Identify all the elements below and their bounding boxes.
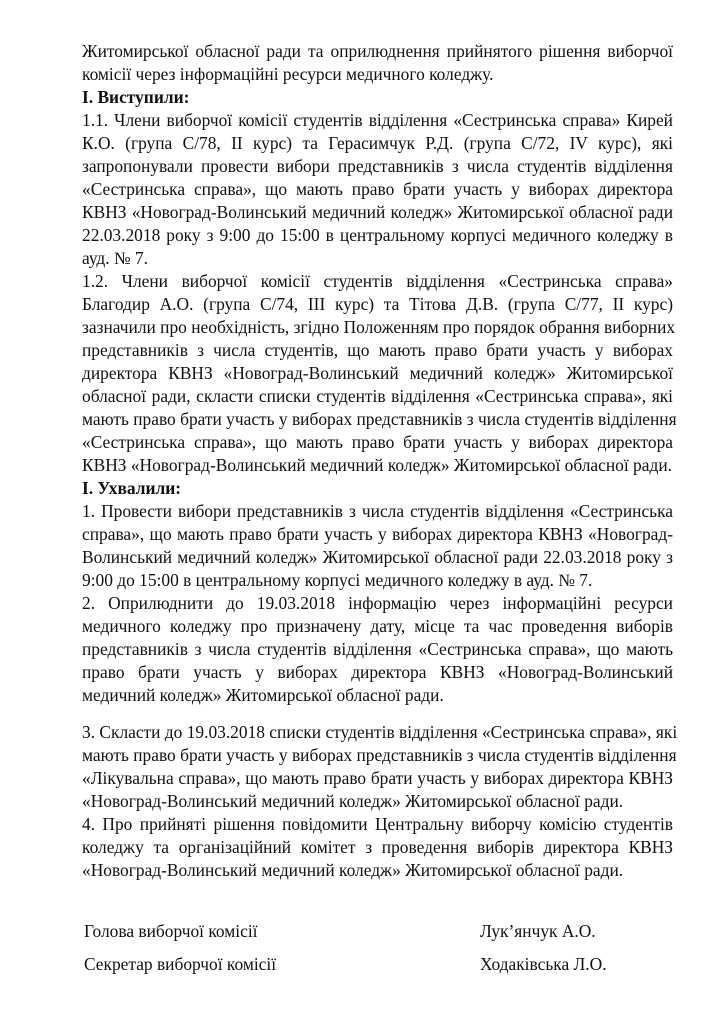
text-line: директора КВНЗ «Новоград-Волинський медичний коледж» Житомирської	[82, 363, 673, 383]
signature-row-secretary	[84, 953, 675, 976]
text-line: мають право брати участь у виборах представників з числа студентів відділення	[82, 409, 677, 429]
chair-name: Лук’янчук А.О.	[480, 921, 596, 941]
text-line: мають право брати участь у виборах представників з числа студентів відділення	[82, 745, 677, 765]
secretary-role: Секретар виборчої комісії	[84, 954, 277, 974]
text-line: 9:00 до 15:00 в центральному корпусі медичного коледжу в ауд. № 7.	[82, 570, 593, 590]
text-line: медичний коледж» Житомирської обласної ради.	[82, 685, 444, 705]
decision-3	[82, 721, 678, 813]
text-line: 1. Провести вибори представників з числа студентів відділення «Сестринська	[82, 501, 673, 521]
text-line: коледжу та організаційний комітет з проведення виборів директора КВНЗ	[82, 837, 673, 857]
text-line: «Новоград-Волинський медичний коледж» Житомирської обласної ради.	[82, 791, 624, 811]
section-heading-speeches: І. Виступили:	[82, 87, 190, 107]
text-line: право брати участь у виборах директора КВНЗ «Новоград-Волинський	[82, 662, 673, 682]
text-line: КВНЗ «Новоград-Волинський медичний коледж» Житомирської обласної ради	[82, 202, 673, 222]
text-line: 1.2. Члени виборчої комісії студентів відділення «Сестринська справа»	[82, 271, 673, 291]
secretary-name: Ходаківська Л.О.	[480, 954, 607, 974]
paragraph-1-1	[82, 109, 673, 270]
text-line: представників з числа студентів відділення «Сестринська справа», що мають	[82, 639, 673, 659]
text-line: Волинський медичний коледж» Житомирської обласної ради 22.03.2018 року з	[82, 547, 673, 567]
chair-role: Голова виборчої комісії	[84, 921, 258, 941]
text-line: «Лікувальна справа», що мають право брати участь у виборах директора КВНЗ	[82, 768, 673, 788]
text-line: зазначили про необхідність, згідно Положенням про порядок обрання виборних	[82, 317, 676, 337]
text-line: комісії через інформаційні ресурси медичного коледжу.	[82, 64, 494, 84]
text-line: обласної ради, скласти списки студентів відділення «Сестринська справа», які	[82, 386, 673, 406]
text-line: «Сестринська справа», що мають право брати участь у виборах директора	[82, 432, 673, 452]
spacer	[82, 707, 673, 721]
text-line: ауд. № 7.	[82, 248, 148, 268]
text-line: медичного коледжу про призначену дату, місце та час проведення виборів	[82, 616, 673, 636]
text-line: справа», що мають право брати участь у виборах директора КВНЗ «Новоград-	[82, 524, 673, 544]
text-line: 3. Скласти до 19.03.2018 списки студентів відділення «Сестринська справа», які	[82, 722, 678, 742]
signature-row-chair	[84, 920, 675, 943]
text-line: 1.1. Члени виборчої комісії студентів відділення «Сестринська справа» Кирей	[82, 110, 673, 130]
document-body	[82, 0, 678, 976]
text-line: КВНЗ «Новоград-Волинський медичний коледж» Житомирської обласної ради.	[82, 455, 672, 475]
text-line: представників з числа студентів, що мають право брати участь у виборах	[82, 340, 673, 360]
paragraph-1-2	[82, 270, 677, 477]
text-line: 4. Про прийняті рішення повідомити Центральну виборчу комісію студентів	[82, 814, 673, 834]
text-line: запропонували провести вибори представників з числа студентів відділення	[82, 156, 673, 176]
text-line: «Новоград-Волинський медичний коледж» Житомирської обласної ради.	[82, 860, 624, 880]
text-line: Благодир А.О. (група С/74, ІІІ курс) та Тітова Д.В. (група С/77, ІІ курс)	[82, 294, 673, 314]
text-line: Житомирської обласної ради та оприлюднення прийнятого рішення виборчої	[82, 41, 673, 61]
text-line: «Сестринська справа», що мають право брати участь у виборах директора	[82, 179, 673, 199]
signature-block	[84, 920, 675, 976]
text-line: 22.03.2018 року з 9:00 до 15:00 в центральному корпусі медичного коледжу в	[82, 225, 673, 245]
decision-1	[82, 500, 673, 592]
text-line: 2. Оприлюднити до 19.03.2018 інформацію через інформаційні ресурси	[82, 593, 673, 613]
section-heading-decisions: І. Ухвалили:	[82, 478, 182, 498]
decision-2	[82, 592, 673, 707]
intro-paragraph	[82, 40, 673, 86]
text-line: К.О. (група С/78, ІІ курс) та Герасимчук Р.Д. (група С/72, IV курс), які	[82, 133, 673, 153]
decision-4	[82, 813, 673, 882]
